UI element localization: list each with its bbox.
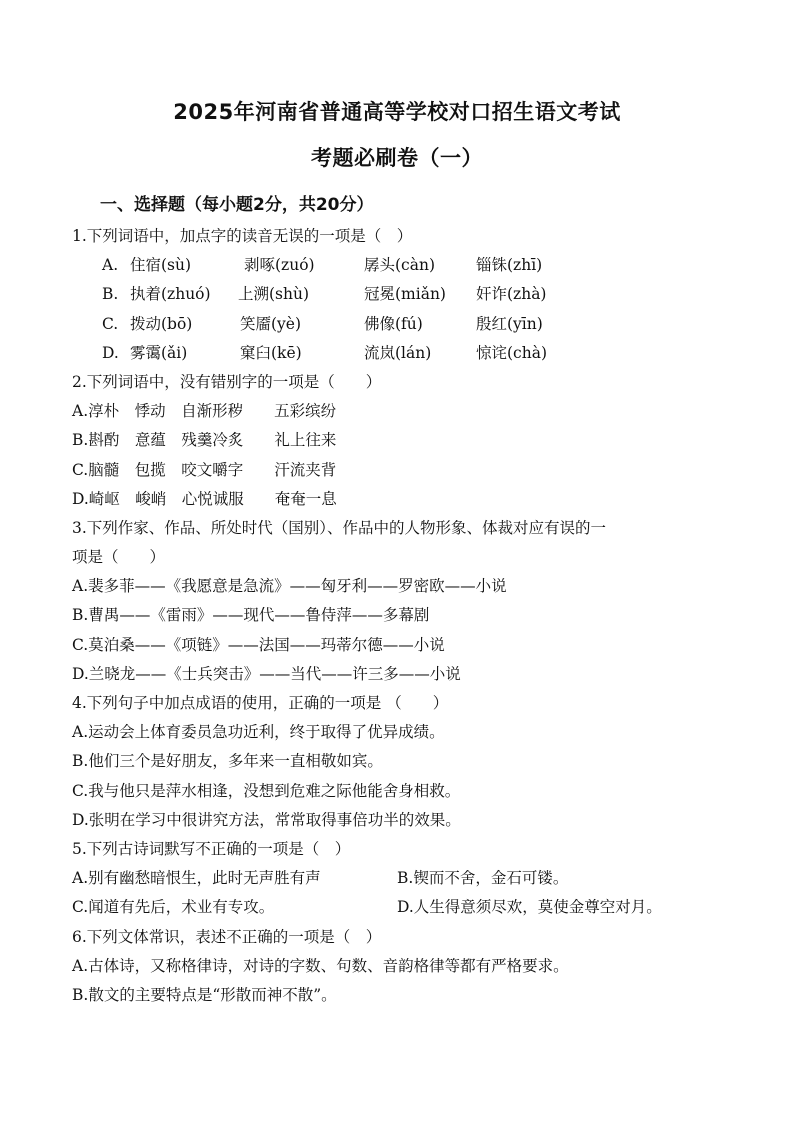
q4-option-c: C.我与他只是萍水相逢，没想到危难之际他能舍身相救。 (72, 781, 461, 800)
q3-option-d: D.兰晓龙——《士兵突击》——当代——许三多——小说 (72, 664, 461, 683)
option-item: 流岚(lán) (364, 343, 432, 362)
option-item: 惊诧(chà) (476, 343, 547, 362)
q5-option-c: C.闻道有先后，术业有专攻。 (72, 898, 275, 917)
q3-stem-line1: 3.下列作家、作品、所处时代（国别）、作品中的人物形象、体裁对应有误的一 (72, 518, 607, 537)
question-list (72, 222, 732, 1010)
q3-option-a: A.裴多菲——《我愿意是急流》——匈牙利——罗密欧——小说 (72, 577, 507, 596)
q5-stem: 5.下列古诗词默写不正确的一项是（ ） (72, 839, 351, 858)
q2-option-d: D.崎岖 峻峭 心悦诚服 奄奄一息 (72, 489, 337, 508)
q5-option-b: B.锲而不舍，金石可镂。 (397, 869, 569, 888)
option-item: 拨动(bō) (130, 314, 193, 333)
option-label: A. (102, 256, 119, 275)
q2-option-b: B.斟酌 意蕴 残羹冷炙 礼上往来 (72, 431, 337, 450)
q1-stem: 1.下列词语中，加点字的读音无误的一项是（ ） (72, 227, 413, 245)
option-item: 上溯(shù) (238, 285, 310, 304)
q1-option-d (72, 339, 732, 368)
option-label: D. (102, 343, 119, 362)
option-item: 执着(zhuó) (130, 285, 211, 304)
q5-options-ab (72, 864, 732, 893)
q2-stem: 2.下列词语中，没有错别字的一项是（ ） (72, 372, 382, 391)
q4-option-a: A.运动会上体育委员急功近利，终于取得了优异成绩。 (72, 723, 445, 742)
option-item: 住宿(sù) (130, 256, 192, 275)
option-item: 奸诈(zhà) (476, 285, 547, 304)
q6-option-a: A.古体诗，又称格律诗，对诗的字数、句数、音韵格律等都有严格要求。 (72, 956, 569, 975)
q3-option-c: C.莫泊桑——《项链》——法国——玛蒂尔德——小说 (72, 635, 445, 654)
exam-subtitle: 考题必刷卷（一） (311, 146, 483, 170)
q1-option-a (72, 251, 732, 280)
exam-title: 2025年河南省普通高等学校对口招生语文考试 (173, 100, 621, 124)
q1-option-b (72, 280, 732, 309)
option-item: 佛像(fú) (364, 314, 423, 333)
option-item: 殷红(yīn) (476, 314, 543, 333)
option-item: 冠冕(miǎn) (364, 285, 446, 304)
q6-stem: 6.下列文体常识，表述不正确的一项是（ ） (72, 927, 382, 946)
section-heading: 一、选择题（每小题2分，共20分） (100, 195, 374, 215)
q6-option-b: B.散文的主要特点是“形散而神不散”。 (72, 985, 337, 1004)
option-item: 孱头(càn) (364, 256, 435, 275)
q4-option-d: D.张明在学习中很讲究方法，常常取得事倍功半的效果。 (72, 810, 461, 829)
q4-stem: 4.下列句子中加点成语的使用，正确的一项是 （ ） (72, 694, 449, 712)
q2-option-a: A.淳朴 悸动 自渐形秽 五彩缤纷 (72, 402, 337, 421)
q2-option-c: C.脑髓 包揽 咬文嚼字 汗流夹背 (72, 460, 337, 479)
option-item: 笑靥(yè) (240, 314, 302, 333)
q1-option-c (72, 310, 732, 339)
option-item: 窠臼(kē) (240, 343, 302, 362)
option-label: C. (102, 314, 119, 333)
q5-option-a: A.别有幽愁暗恨生，此时无声胜有声 (72, 869, 321, 888)
option-item: 雾霭(ǎi) (130, 343, 188, 362)
option-label: B. (102, 285, 119, 304)
q3-option-b: B.曹禺——《雷雨》——现代——鲁侍萍——多幕剧 (72, 606, 430, 625)
q3-stem-line2: 项是（ ） (72, 548, 166, 567)
q5-option-d: D.人生得意须尽欢，莫使金尊空对月。 (397, 898, 662, 917)
q4-option-b: B.他们三个是好朋友，多年来一直相敬如宾。 (72, 752, 383, 771)
option-item: 剥啄(zuó) (244, 256, 315, 275)
option-item: 锱铢(zhī) (476, 256, 543, 275)
q5-options-cd (72, 893, 732, 922)
